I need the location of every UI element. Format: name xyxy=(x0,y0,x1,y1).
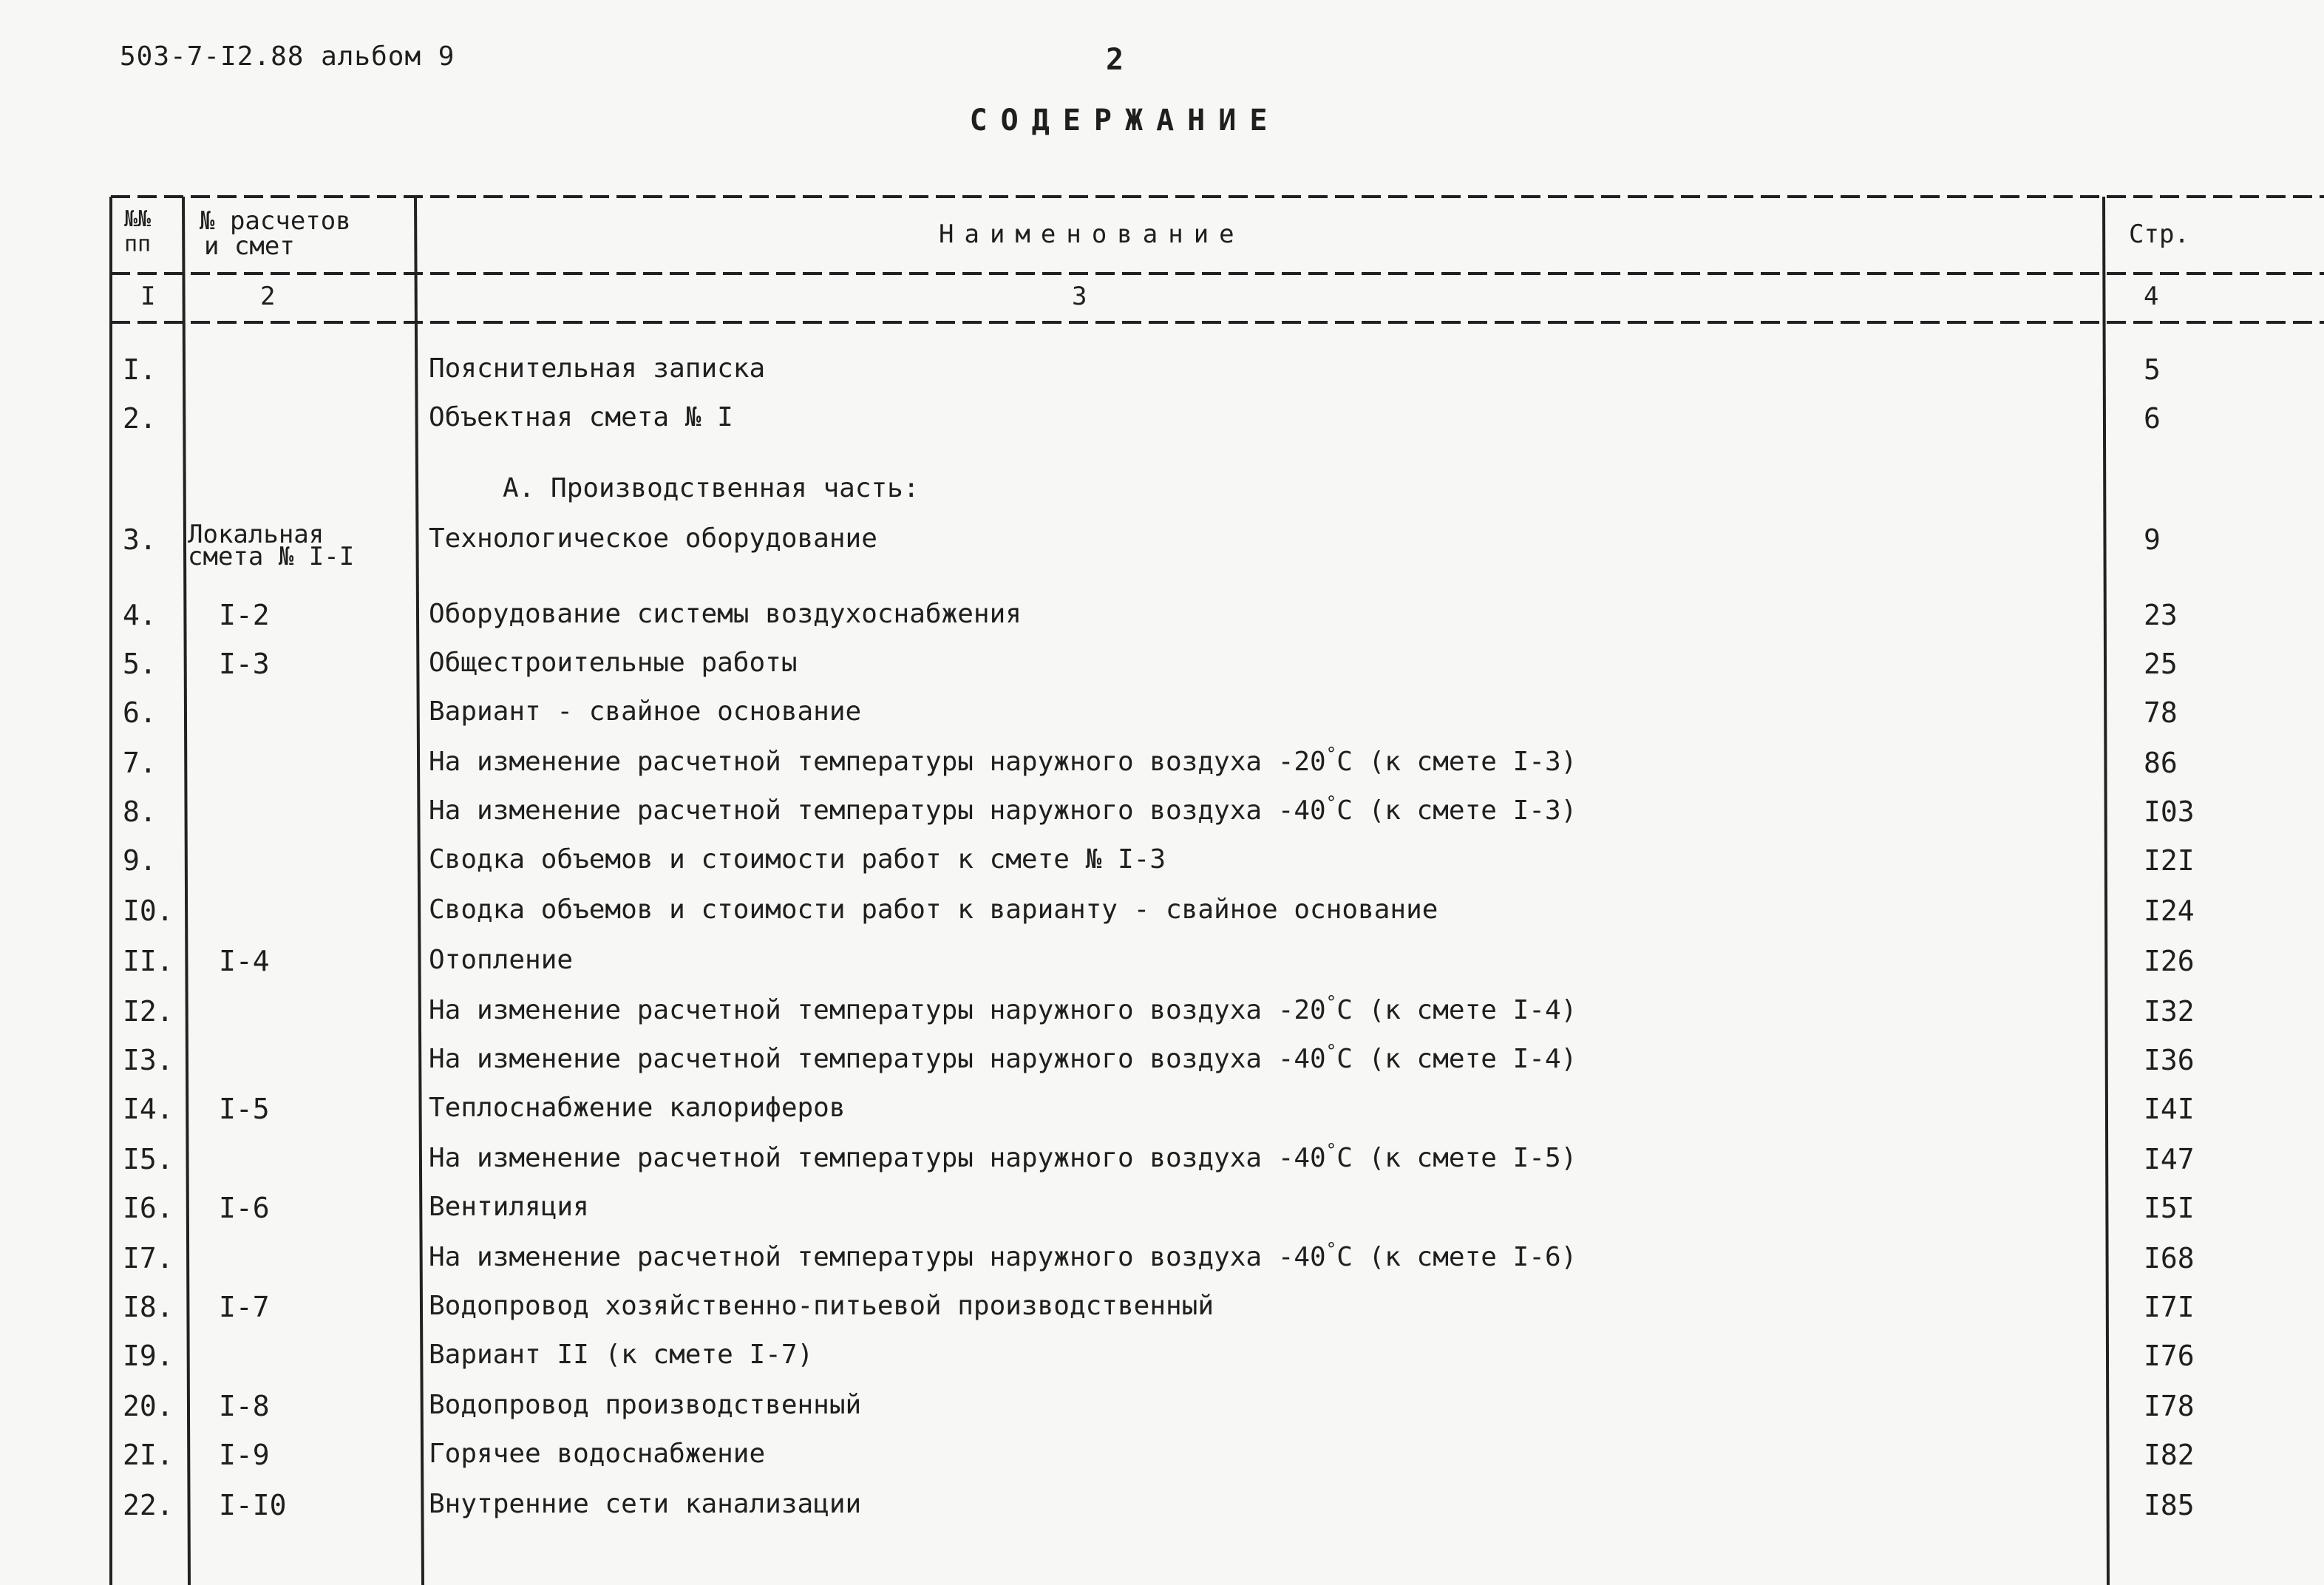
row-number: I2. xyxy=(123,995,174,1028)
table-row xyxy=(0,1489,2324,1536)
row-page: 9 xyxy=(2144,523,2161,556)
row-number: 5. xyxy=(123,648,157,680)
table-row xyxy=(0,696,2324,744)
row-title: Водопровод хозяйственно-питьевой производственный xyxy=(429,1291,1214,1321)
row-page: I03 xyxy=(2144,795,2195,828)
row-number: II. xyxy=(123,945,174,977)
table-row xyxy=(0,744,2324,794)
row-title: Вариант - свайное основание xyxy=(429,696,862,727)
row-title: На изменение расчетной температуры наружного воздуха -40°С (к смете I-3) xyxy=(429,792,1577,826)
table-row xyxy=(0,353,2324,401)
table-row xyxy=(0,1239,2324,1289)
table-row xyxy=(0,599,2324,646)
table-row xyxy=(0,992,2324,1042)
row-estimate-code: I-I0 xyxy=(219,1489,287,1521)
row-number: I8. xyxy=(123,1291,174,1323)
row-title: Вентиляция xyxy=(429,1192,589,1222)
row-title: Отопление xyxy=(429,945,574,975)
row-title: Сводка объемов и стоимости работ к смете № I-3 xyxy=(429,844,1166,875)
row-number: 20. xyxy=(123,1390,174,1422)
row-page: 25 xyxy=(2144,648,2178,680)
table-row xyxy=(0,648,2324,695)
row-page: I82 xyxy=(2144,1439,2195,1471)
row-estimate-code: I-2 xyxy=(219,599,270,631)
row-number: 7. xyxy=(123,747,157,779)
row-number: I6. xyxy=(123,1192,174,1224)
section-heading: А. Производственная часть: xyxy=(503,473,920,503)
row-title: Пояснительная записка xyxy=(429,353,766,384)
table-row xyxy=(0,520,2324,571)
row-title: На изменение расчетной температуры наружного воздуха -40°С (к смете I-6) xyxy=(429,1239,1577,1272)
row-title: На изменение расчетной температуры наружного воздуха -20°С (к смете I-4) xyxy=(429,992,1577,1025)
row-estimate-code: I-6 xyxy=(219,1192,270,1224)
row-title: Оборудование системы воздухоснабжения xyxy=(429,599,1022,629)
table-row xyxy=(0,1093,2324,1140)
row-number: I5. xyxy=(123,1143,174,1175)
col-index-1: I xyxy=(140,282,156,311)
row-page: 78 xyxy=(2144,696,2178,729)
row-title: Объектная смета № I xyxy=(429,402,733,432)
row-number: 8. xyxy=(123,795,157,828)
row-page: I76 xyxy=(2144,1340,2195,1372)
table-row xyxy=(0,1140,2324,1190)
row-page: I24 xyxy=(2144,895,2195,927)
row-estimate-code: I-9 xyxy=(219,1439,270,1471)
row-page: I26 xyxy=(2144,945,2195,977)
row-title: Горячее водоснабжение xyxy=(429,1439,766,1469)
row-page: I2I xyxy=(2144,844,2195,877)
row-title: Вариант II (к смете I-7) xyxy=(429,1340,814,1370)
table-row xyxy=(0,1041,2324,1091)
row-number: I3. xyxy=(123,1044,174,1076)
table-row xyxy=(0,1390,2324,1437)
table-row xyxy=(0,1291,2324,1338)
row-number: I. xyxy=(123,353,157,386)
table-row xyxy=(0,1340,2324,1387)
row-page: I47 xyxy=(2144,1143,2195,1175)
document-code: 503-7-I2.88 альбом 9 xyxy=(120,41,455,72)
col-index-3: 3 xyxy=(1072,282,1087,311)
row-estimate-code: I-8 xyxy=(219,1390,270,1422)
col-header-number-line1: №№ xyxy=(124,206,152,232)
row-title: Технологическое оборудование xyxy=(429,523,877,554)
table-row xyxy=(0,402,2324,449)
row-number: I9. xyxy=(123,1340,174,1372)
row-number: 2I. xyxy=(123,1439,174,1471)
row-title: Общестроительные работы xyxy=(429,648,798,678)
document-title: СОДЕРЖАНИЕ xyxy=(969,103,1281,138)
row-page: 5 xyxy=(2144,353,2161,386)
row-number: 2. xyxy=(123,402,157,435)
table-row xyxy=(0,895,2324,942)
row-estimate-code: Локальная смета № I-I xyxy=(188,520,355,571)
row-page: I32 xyxy=(2144,995,2195,1028)
row-page: I68 xyxy=(2144,1242,2195,1275)
row-page: I78 xyxy=(2144,1390,2195,1422)
row-page: 23 xyxy=(2144,599,2178,631)
row-estimate-code: I-5 xyxy=(219,1093,270,1125)
col-header-code-line2: и смет xyxy=(204,231,295,261)
row-number: 9. xyxy=(123,844,157,877)
table-row xyxy=(0,1439,2324,1486)
row-page: I85 xyxy=(2144,1489,2195,1521)
col-header-code xyxy=(200,208,351,259)
col-header-page: Стр. xyxy=(2129,220,2189,249)
row-number: I0. xyxy=(123,895,174,927)
col-header-code-line1: № расчетов xyxy=(200,206,351,236)
row-title: Теплоснабжение калориферов xyxy=(429,1093,846,1123)
row-estimate-code: I-4 xyxy=(219,945,270,977)
page-number: 2 xyxy=(1106,43,1124,77)
row-title: Сводка объемов и стоимости работ к варианту - свайное основание xyxy=(429,895,1438,925)
row-title: Водопровод производственный xyxy=(429,1390,862,1420)
row-title: На изменение расчетной температуры наружного воздуха -40°С (к смете I-4) xyxy=(429,1041,1577,1074)
row-page: I7I xyxy=(2144,1291,2195,1323)
row-number: 4. xyxy=(123,599,157,631)
row-number: I7. xyxy=(123,1242,174,1275)
row-page: I36 xyxy=(2144,1044,2195,1076)
row-estimate-code: I-3 xyxy=(219,648,270,680)
row-page: I5I xyxy=(2144,1192,2195,1224)
col-header-number-line2: пп xyxy=(124,231,152,257)
row-title: Внутренние сети канализации xyxy=(429,1489,862,1519)
row-page: I4I xyxy=(2144,1093,2195,1125)
row-number: 3. xyxy=(123,523,157,556)
table-row xyxy=(0,945,2324,992)
row-number: I4. xyxy=(123,1093,174,1125)
col-header-number xyxy=(124,207,151,257)
row-title: На изменение расчетной температуры наружного воздуха -40°С (к смете I-5) xyxy=(429,1140,1577,1173)
row-page: 86 xyxy=(2144,747,2178,779)
row-estimate-code: I-7 xyxy=(219,1291,270,1323)
table-row xyxy=(0,792,2324,843)
row-page: 6 xyxy=(2144,402,2161,435)
row-number: 22. xyxy=(123,1489,174,1521)
table-row xyxy=(0,844,2324,892)
row-number: 6. xyxy=(123,696,157,729)
table-row xyxy=(0,1192,2324,1239)
col-index-2: 2 xyxy=(260,282,276,311)
col-header-name: Наименование xyxy=(939,220,1245,249)
row-title: На изменение расчетной температуры наружного воздуха -20°С (к смете I-3) xyxy=(429,744,1577,777)
col-index-4: 4 xyxy=(2144,282,2159,311)
